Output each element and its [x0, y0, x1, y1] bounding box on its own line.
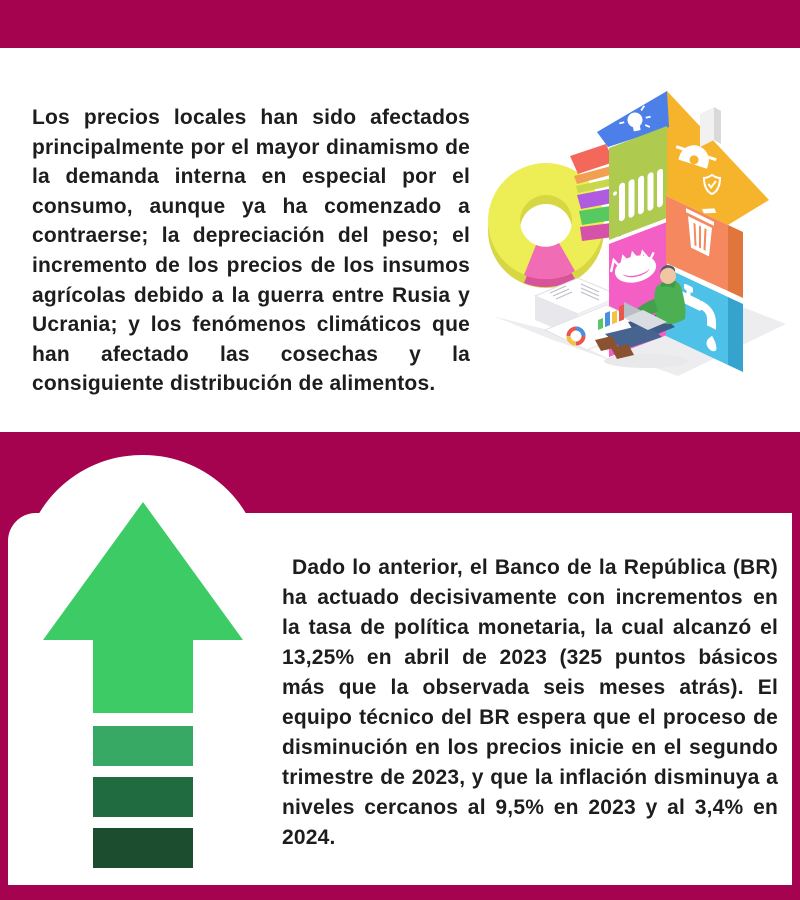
arrow-head-segment	[43, 502, 243, 713]
arrow-bar-segment-2	[93, 777, 193, 817]
arrow-bar-segment-3	[93, 828, 193, 868]
paragraph-banco-republica: Dado lo anterior, el Banco de la República (BR) ha actuado decisivamente con incrementos en la tasa de política monetaria, la cual alcanzó el 13,25% en abril de 2023 (325 puntos básicos más que la observada seis meses atrás). El equipo técnico del BR espera que el proceso de disminución en los precios inicie en el segundo trimestre de 2023, y que la inflación disminuya a niveles cercanos al 9,5% en 2023 y al 3,4% en 2024.	[282, 556, 778, 849]
top-accent-bar	[0, 0, 800, 48]
paragraph-local-prices: Los precios locales han sido afectados principalmente por el mayor dinamismo de la demanda interna en especial por el consumo, aunque ya ha comenzado a contraerse; la depreciación del peso; el incremento de los precios de los insumos agrícolas debido a la guerra entre Rusia y Ucrania; y los fenómenos climáticos que han afectado las cosechas y la consiguiente distribución de alimentos.	[32, 106, 470, 396]
bottom-section	[0, 432, 800, 900]
arrow-bar-segment-1	[93, 726, 193, 766]
top-section	[0, 48, 800, 432]
isometric-illustration	[478, 78, 798, 378]
growth-arrow-graphic	[43, 502, 243, 868]
donut-chart-3d	[488, 144, 621, 288]
